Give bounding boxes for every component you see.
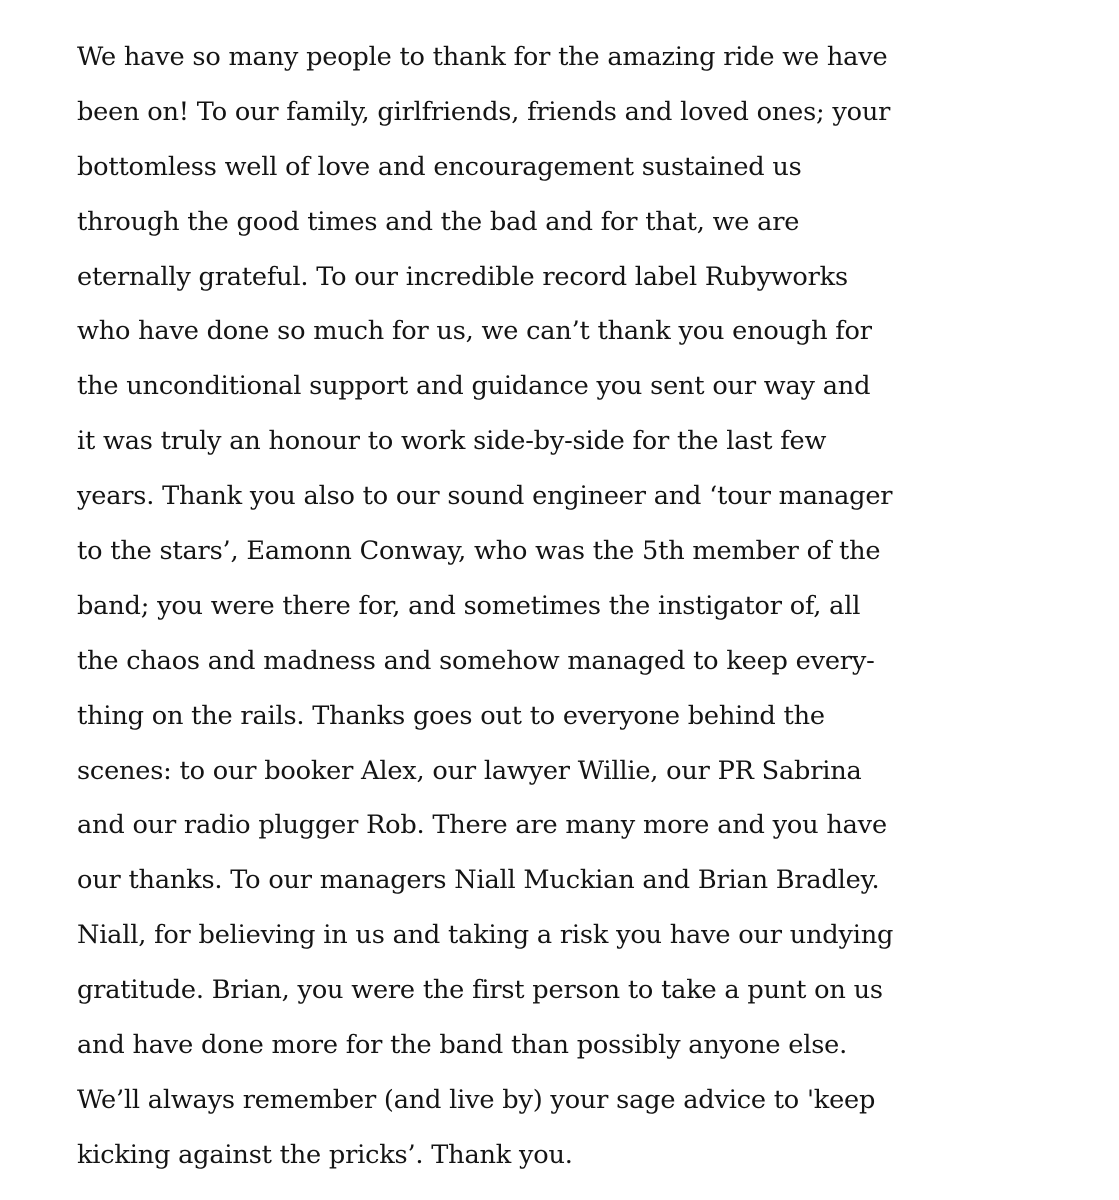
letter-line: Niall, for believing in us and taking a risk you have our undying [77, 920, 894, 951]
letter-line: been on! To our family, girlfriends, friends and loved ones; your [77, 96, 891, 127]
letter-line: scenes: to our booker Alex, our lawyer Willie, our PR Sabrina [77, 755, 862, 786]
letter-line: and have done more for the band than possibly anyone else. [77, 1030, 848, 1061]
letter-line: and our radio plugger Rob. There are many more and you have [77, 810, 887, 841]
letter-line: eternally grateful. To our incredible record label Rubyworks [77, 261, 848, 292]
letter-line: gratitude. Brian, you were the first person to take a punt on us [77, 975, 883, 1006]
letter-line: years. Thank you also to our sound engineer and ‘tour manager [77, 481, 893, 512]
letter-line: to the stars’, Eamonn Conway, who was the 5th member of the [77, 536, 881, 567]
letter-line: the unconditional support and guidance you sent our way and [77, 371, 871, 402]
letter-line: band; you were there for, and sometimes the instigator of, all [77, 590, 861, 621]
letter-line: the chaos and madness and somehow managed to keep every- [77, 645, 875, 676]
letter-line: kicking against the pricks’. Thank you. [77, 1139, 573, 1170]
letter-line: We have so many people to thank for the amazing ride we have [77, 42, 888, 72]
letter-line: We’ll always remember (and live by) your sage advice to 'keep [77, 1084, 876, 1115]
letter-line: who have done so much for us, we can’t thank you enough for [77, 316, 872, 347]
letter-line: it was truly an honour to work side-by-side for the last few [77, 426, 827, 457]
letter-line: through the good times and the bad and for that, we are [77, 206, 800, 237]
thank-you-letter [77, 34, 1097, 1187]
letter-line: our thanks. To our managers Niall Muckian and Brian Bradley. [77, 865, 880, 896]
letter-line: thing on the rails. Thanks goes out to everyone behind the [77, 700, 825, 731]
letter-line: bottomless well of love and encouragement sustained us [77, 151, 802, 182]
